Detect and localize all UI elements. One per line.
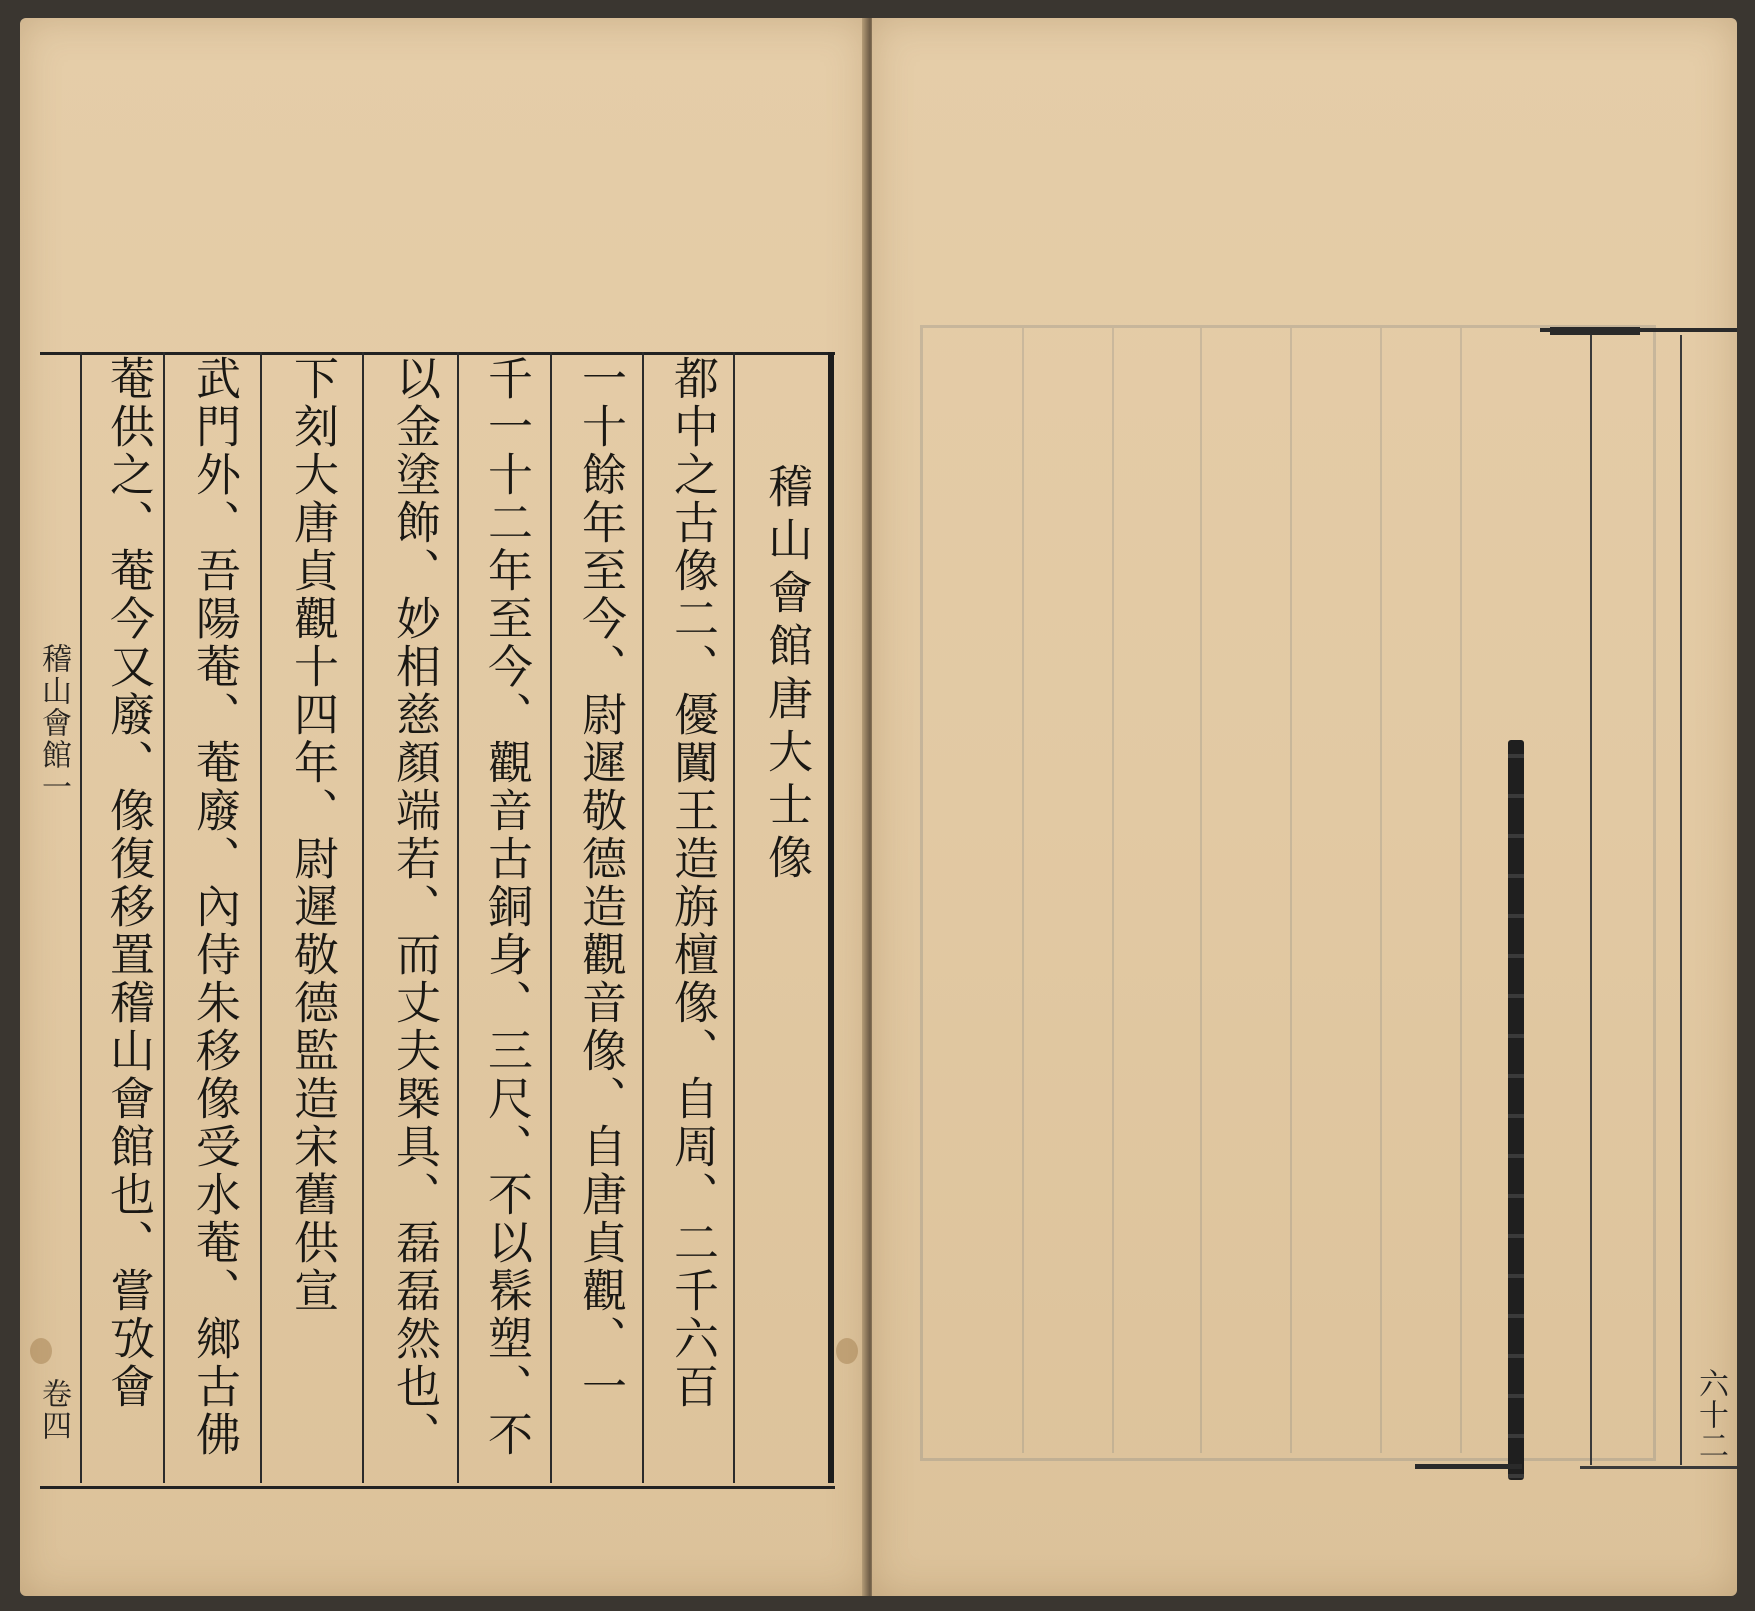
- column-rule: [1680, 335, 1682, 1465]
- text-column: 以金塗飾、妙相慈顏端若、而丈夫槩具、磊磊然也、: [388, 355, 441, 1459]
- column-rule: [1590, 335, 1592, 1465]
- column-rule: [80, 352, 82, 1483]
- text-column: 菴供之、菴今又廢、像復移置稽山會館也、嘗攷會: [102, 355, 155, 1411]
- text-column: 千一十二年至今、觀音古銅身、三尺、不以髹塑、不: [480, 355, 533, 1459]
- show-through-rule: [1200, 328, 1202, 1453]
- show-through-rule: [1022, 328, 1024, 1453]
- show-through-rule: [1460, 328, 1462, 1453]
- frame-top-edge: [1550, 327, 1640, 335]
- show-through-rule: [1380, 328, 1382, 1453]
- frame-bottom-edge: [1415, 1464, 1522, 1469]
- paper-stain: [836, 1338, 858, 1364]
- text-column: 武門外、吾陽菴、菴廢、內侍朱移像受水菴、鄉古佛: [188, 355, 241, 1459]
- page-number: 六十二: [1693, 1368, 1728, 1461]
- show-through-rule: [1112, 328, 1114, 1453]
- column-rule: [550, 352, 552, 1483]
- text-column: 下刻大唐貞觀十四年、尉遲敬德監造宋舊供宣: [286, 355, 339, 1315]
- text-column: 都中之古像二、優闐王造旃檀像、自周、二千六百: [666, 355, 719, 1411]
- show-through-frame: [920, 325, 1656, 1461]
- text-column-title: 稽山會館唐大士像: [760, 463, 813, 887]
- text-column: 一十餘年至今、尉遲敬德造觀音像、自唐貞觀、一: [574, 355, 627, 1411]
- frame-inner-edge: [1508, 740, 1524, 1480]
- margin-book-title: 稽山會館一: [36, 643, 71, 803]
- show-through-rule: [1290, 328, 1292, 1453]
- column-rule: [260, 352, 262, 1483]
- margin-volume-label: 卷四: [36, 1378, 71, 1442]
- column-rule: [362, 352, 364, 1483]
